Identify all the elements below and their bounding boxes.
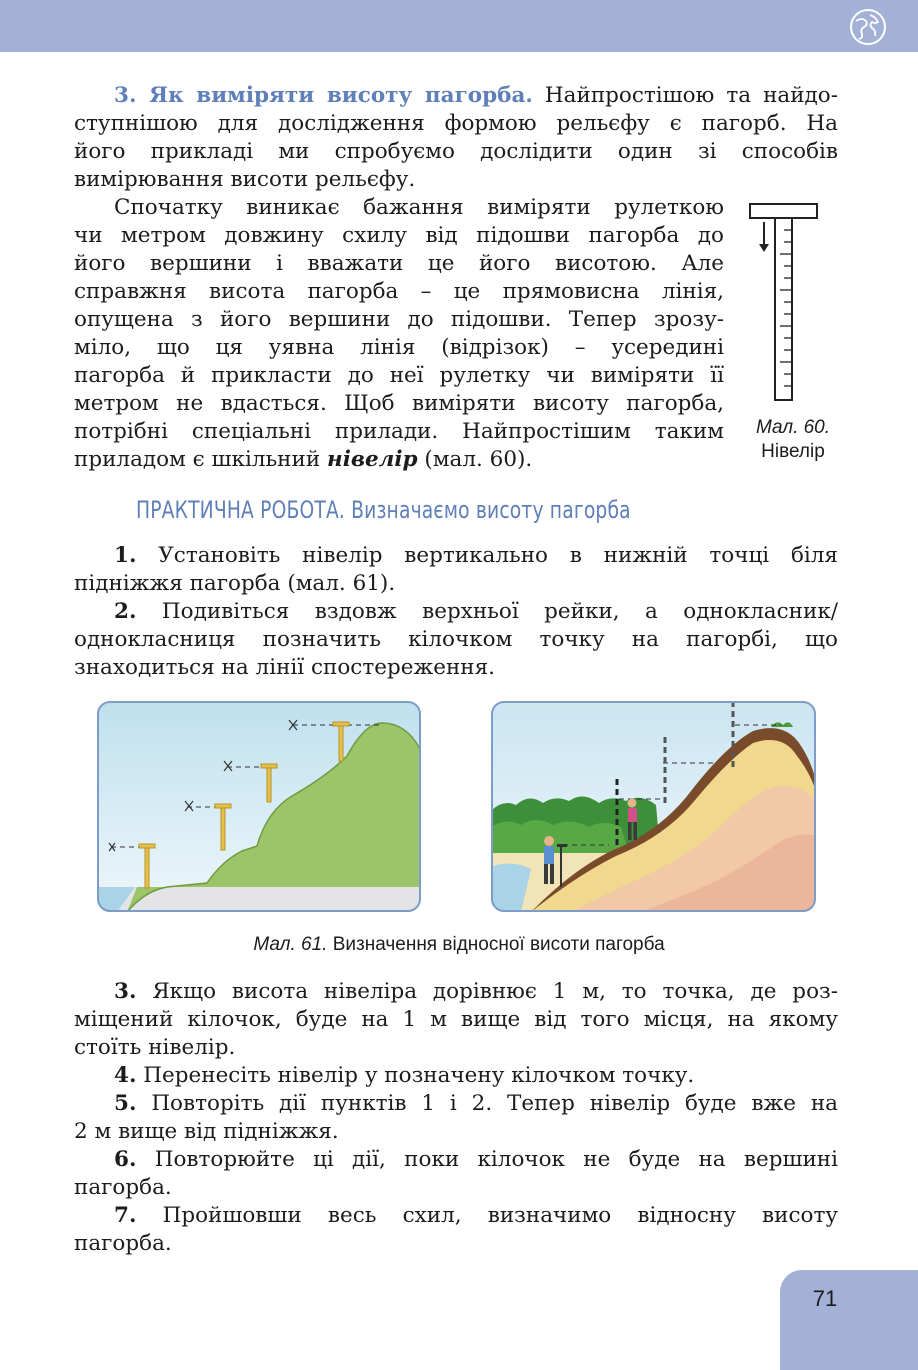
text-line: Найпростішою та найдо- bbox=[532, 83, 838, 108]
page-number-tab bbox=[780, 1270, 918, 1370]
text-line: вимірювання висоти рельєфу. bbox=[74, 167, 416, 192]
text-line: Повторюйте ці дії, поки кілочок не буде на вершині bbox=[136, 1147, 838, 1172]
fig61-caption bbox=[0, 934, 918, 956]
text-line: метром не вдасться. Щоб виміряти висоту пагорба, bbox=[74, 391, 724, 416]
step-number: 1. bbox=[114, 543, 137, 568]
fig61-title: Визначення відносної висоти пагорба bbox=[327, 934, 665, 955]
text-line: міло, що ця уявна лінія (відрізок) – усередині bbox=[74, 335, 724, 360]
fig61-label: Мал. 61. bbox=[253, 934, 328, 955]
text-line: Перенесіть нівелір у позначену кілочком точку. bbox=[136, 1063, 695, 1088]
step-number: 4. bbox=[114, 1063, 137, 1088]
niveler-figure bbox=[746, 200, 822, 404]
text-line: пагорба. bbox=[74, 1175, 172, 1200]
text-line: Якщо висота нівеліра дорівнює 1 м, то точка, де роз- bbox=[136, 979, 838, 1004]
text-line: ступнішою для дослідження формою рельєфу є пагорб. На bbox=[74, 111, 838, 136]
section3-title: 3. Як виміряти висоту пагорба. bbox=[114, 83, 533, 108]
globe-icon bbox=[848, 7, 888, 47]
text-line: підніжжя пагорба (мал. 61). bbox=[74, 571, 396, 596]
text-line: його прикладі ми спробуємо дослідити один зі способів bbox=[74, 139, 838, 164]
text-line: пагорба. bbox=[74, 1231, 172, 1256]
text-line: знаходиться на лінії спостереження. bbox=[74, 655, 496, 680]
term-niveler: нівелір bbox=[327, 447, 418, 472]
fig60-label: Мал. 60. bbox=[755, 417, 831, 438]
text-line: Спочатку виникає бажання виміряти рулеткою bbox=[114, 195, 724, 220]
fig60-caption bbox=[740, 416, 846, 464]
text-line: (мал. 60). bbox=[417, 447, 533, 472]
text-line: справжня висота пагорба – це прямовисна лінія, bbox=[74, 279, 724, 304]
fig60-title: Нівелір bbox=[761, 441, 825, 462]
practical-heading: ПРАКТИЧНА РОБОТА. Визначаємо висоту пагорба bbox=[136, 496, 631, 524]
hill-diagram bbox=[97, 701, 421, 912]
text-line: міщений кілочок, буде на 1 м вище від того місця, на якому bbox=[74, 1007, 838, 1032]
section3-paragraph bbox=[74, 82, 838, 194]
text-line: однокласниця позначить кілочком точку на пагорбі, що bbox=[74, 627, 838, 652]
text-line: пагорба й прикласти до неї рулетку чи виміряти її bbox=[74, 363, 724, 388]
step-number: 6. bbox=[114, 1147, 137, 1172]
step-number: 2. bbox=[114, 599, 137, 624]
hill-cross-section bbox=[491, 701, 816, 912]
step-number: 7. bbox=[114, 1203, 137, 1228]
steps-3-7 bbox=[74, 978, 838, 1258]
step-number: 5. bbox=[114, 1091, 137, 1116]
page-number: 71 bbox=[812, 1286, 838, 1311]
text-line: Повторіть дії пунктів 1 і 2. Тепер нівелір буде вже на bbox=[136, 1091, 838, 1116]
top-band bbox=[0, 0, 918, 52]
text-line: потрібні спеціальні прилади. Найпростішим таким bbox=[74, 419, 724, 444]
text-line: опущена з його вершини до підошви. Тепер зрозу- bbox=[74, 307, 724, 332]
text-line: 2 м вище від підніжжя. bbox=[74, 1119, 339, 1144]
text-line: Пройшовши весь схил, визначимо відносну висоту bbox=[136, 1203, 838, 1228]
text-line: приладом є шкільний bbox=[74, 447, 328, 472]
text-line: Подивіться вздовж верхньої рейки, а однокласник/ bbox=[136, 599, 838, 624]
text-line: Установіть нівелір вертикально в нижній точці біля bbox=[136, 543, 838, 568]
text-line: чи метром довжину схилу від підошви пагорба до bbox=[74, 223, 724, 248]
steps-1-2 bbox=[74, 542, 838, 682]
levelling-paragraph bbox=[74, 194, 724, 474]
text-line: його вершини і вважати це його висотою. Але bbox=[74, 251, 724, 276]
step-number: 3. bbox=[114, 979, 137, 1004]
text-line: стоїть нівелір. bbox=[74, 1035, 236, 1060]
